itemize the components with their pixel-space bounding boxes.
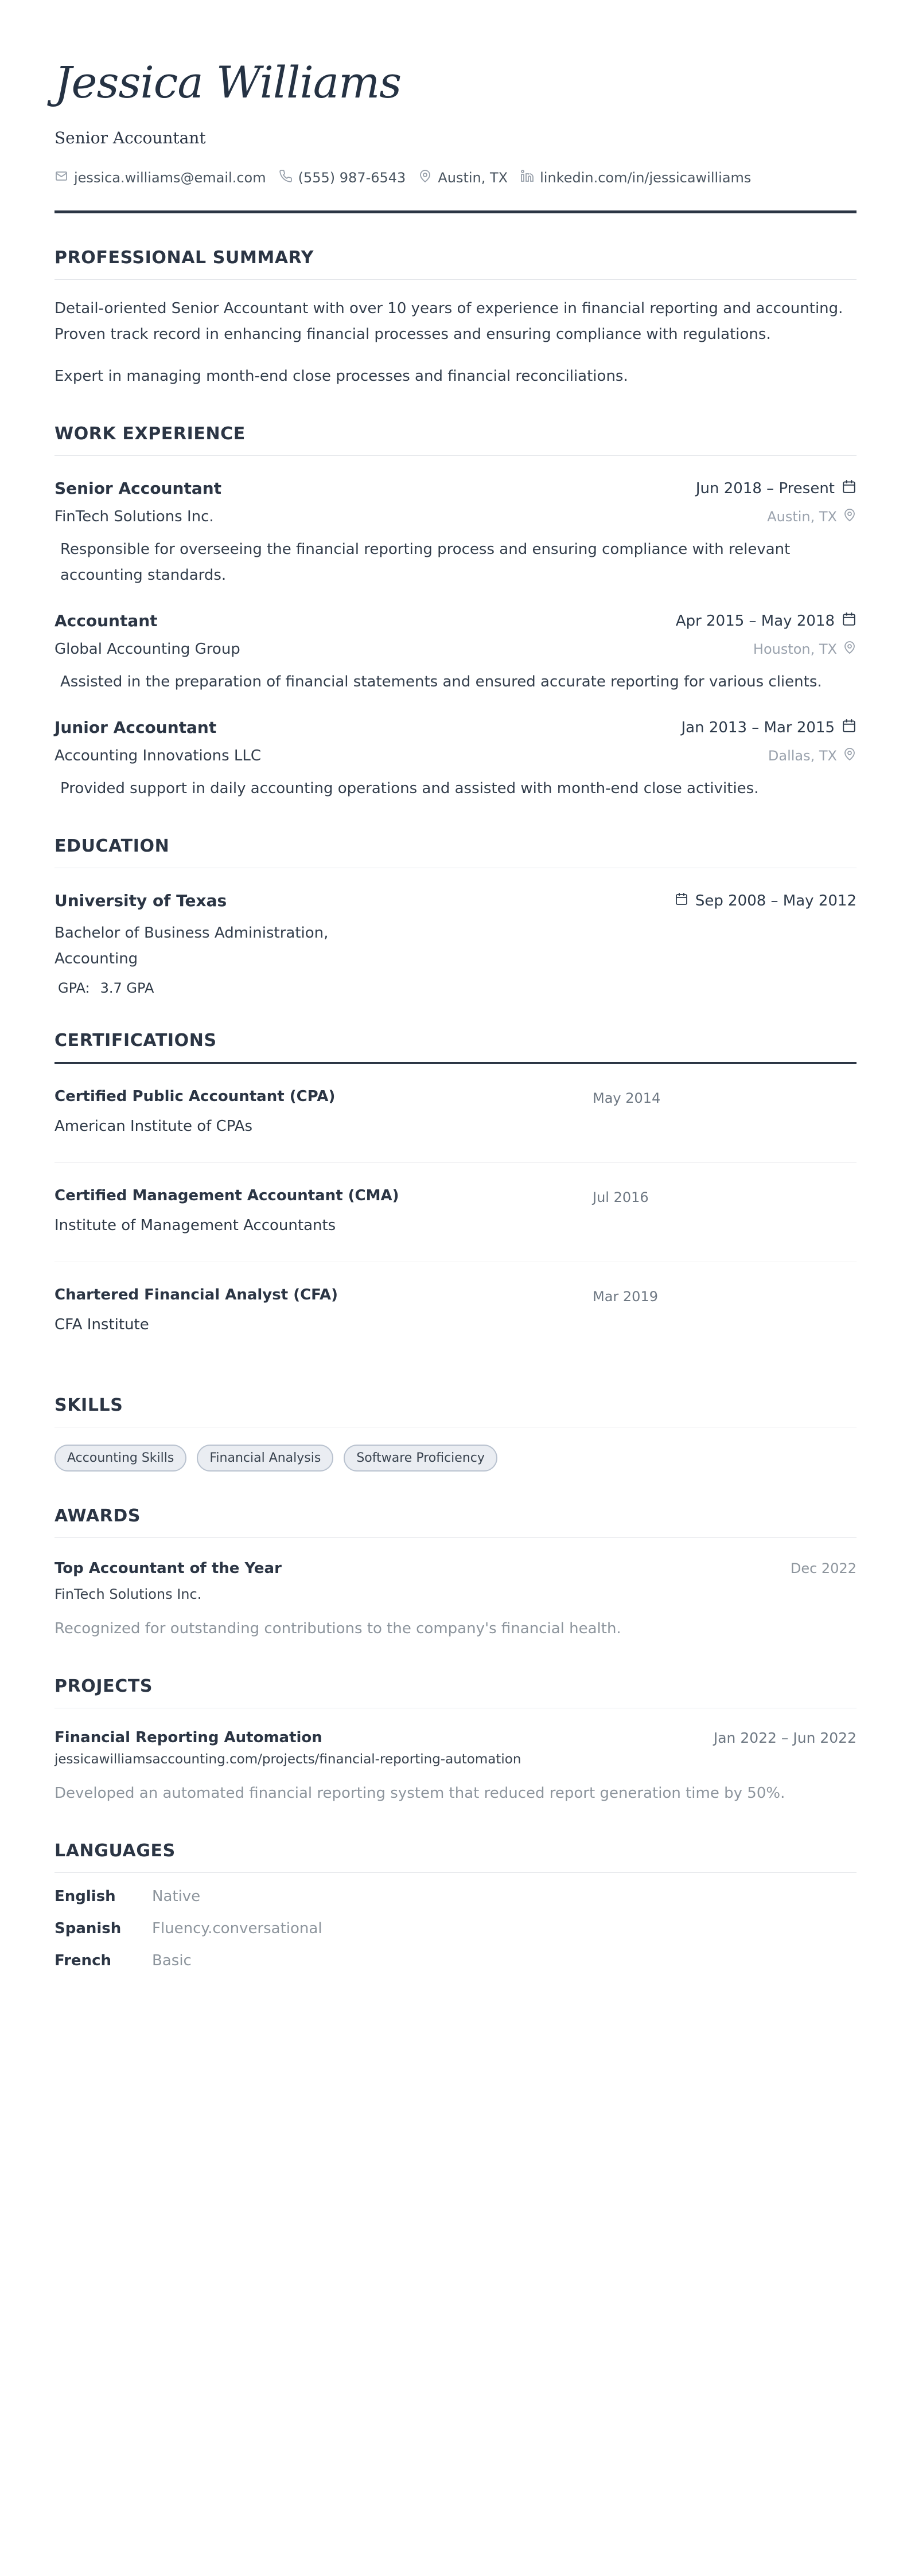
section-heading: EDUCATION [54,836,170,856]
calendar-icon [842,718,857,737]
job-location-text: Houston, TX [753,641,837,657]
job-title: Senior Accountant [54,479,222,498]
language-list [54,1888,857,1969]
job-title: Accountant [54,611,158,630]
job-dates-text: Jan 2013 – Mar 2015 [681,719,835,736]
section-professional-summary [54,248,857,389]
language-level: Native [152,1888,201,1905]
skill-tag: Software Proficiency [344,1445,497,1472]
job-entry [54,611,857,695]
person-name: Jessica Williams [54,57,402,108]
section-divider [54,455,857,456]
skill-tag: Financial Analysis [197,1445,333,1472]
envelope-icon [54,169,68,186]
contact-email-text: jessica.williams@email.com [74,170,266,186]
education-degree: Bachelor of Business Administration, Accounting [54,924,329,967]
calendar-icon [842,479,857,498]
linkedin-icon [520,169,534,186]
language-name: French [54,1952,111,1969]
certification-date: May 2014 [593,1090,661,1106]
section-heading: CERTIFICATIONS [54,1031,217,1051]
certification-date: Jul 2016 [593,1189,649,1205]
certification-date: Mar 2019 [593,1289,658,1305]
job-company: Global Accounting Group [54,641,240,658]
certification-entry [54,1064,857,1163]
education-school: University of Texas [54,891,227,910]
job-entry [54,718,857,802]
project-description: Developed an automated financial reporting system that reduced report generation time by 50%. [54,1785,785,1802]
job-dates-text: Jun 2018 – Present [695,479,835,497]
language-name: English [54,1888,116,1905]
section-heading: SKILLS [54,1395,123,1415]
certification-name: Certified Management Accountant (CMA) [54,1187,399,1204]
education-entry [54,891,857,996]
certification-org: CFA Institute [54,1316,149,1333]
summary-paragraph: Detail-oriented Senior Accountant with over 10 years of experience in financial reporting and accounting. Proven track record in enhancing financial processes and ensuring compliance with regulations. [54,300,843,343]
resume-header [54,55,857,213]
section-awards [54,1506,857,1642]
education-dates-text: Sep 2008 – May 2012 [695,892,857,910]
contact-email[interactable] [54,169,266,186]
award-entry [54,1560,857,1642]
education-gpa [54,980,857,996]
section-certifications [54,1031,857,1361]
language-row [54,1920,857,1937]
section-divider [54,1872,857,1873]
section-heading: PROJECTS [54,1676,153,1696]
job-company: FinTech Solutions Inc. [54,508,214,525]
job-description: Responsible for overseeing the financial reporting process and ensuring compliance with relevant accounting standards. [60,541,791,584]
certification-entry [54,1262,857,1361]
job-dates [696,479,857,498]
section-divider [54,1537,857,1538]
map-pin-icon [418,169,432,186]
job-location-text: Dallas, TX [768,748,837,764]
skill-tags [54,1445,857,1472]
calendar-icon [675,892,688,910]
section-heading: AWARDS [54,1506,141,1526]
map-pin-icon [843,508,857,525]
project-title: Financial Reporting Automation [54,1729,322,1746]
contact-location-text: Austin, TX [438,170,508,186]
award-org: FinTech Solutions Inc. [54,1586,202,1602]
contact-location [418,169,508,186]
job-title: Junior Accountant [54,718,217,737]
project-dates: Jan 2022 – Jun 2022 [713,1729,857,1746]
language-row [54,1952,857,1969]
job-location [767,508,857,525]
section-heading: WORK EXPERIENCE [54,424,246,444]
section-skills [54,1395,857,1472]
phone-icon [279,169,293,186]
section-projects [54,1676,857,1806]
map-pin-icon [843,747,857,764]
certification-name: Certified Public Accountant (CPA) [54,1088,336,1105]
certification-name: Chartered Financial Analyst (CFA) [54,1286,338,1303]
project-url[interactable]: jessicawilliamsaccounting.com/projects/financial-reporting-automation [54,1752,521,1767]
contact-linkedin[interactable] [520,169,751,186]
section-heading: PROFESSIONAL SUMMARY [54,248,314,268]
certification-entry [54,1163,857,1262]
award-description: Recognized for outstanding contributions to the company's financial health. [54,1620,621,1637]
language-level: Fluency.conversational [152,1920,322,1937]
calendar-icon [842,611,857,630]
contact-linkedin-text: linkedin.com/in/jessicawilliams [540,170,752,186]
language-level: Basic [152,1952,192,1969]
job-dates-text: Apr 2015 – May 2018 [675,612,835,630]
certification-org: Institute of Management Accountants [54,1217,336,1234]
job-entry [54,479,857,588]
job-location-text: Austin, TX [767,509,837,525]
award-title: Top Accountant of the Year [54,1560,282,1577]
job-description: Provided support in daily accounting operations and assisted with month-end close activities. [60,780,759,797]
skill-tag: Accounting Skills [54,1445,186,1472]
gpa-value: 3.7 GPA [100,980,154,996]
person-job-title: Senior Accountant [54,128,206,147]
award-date: Dec 2022 [790,1560,857,1576]
education-dates [675,892,857,910]
language-row [54,1888,857,1905]
job-location [753,641,857,658]
language-name: Spanish [54,1920,122,1937]
contact-phone-text: (555) 987-6543 [298,170,406,186]
header-divider [54,210,857,213]
contact-phone[interactable] [279,169,406,186]
certification-org: American Institute of CPAs [54,1118,253,1135]
section-education [54,836,857,996]
section-divider [54,279,857,280]
contact-row [54,169,857,186]
job-dates [676,611,857,630]
job-location [768,747,857,764]
job-company: Accounting Innovations LLC [54,747,262,764]
job-dates [681,718,857,737]
project-entry [54,1729,857,1806]
section-work-experience [54,424,857,802]
map-pin-icon [843,641,857,658]
summary-paragraph: Expert in managing month-end close processes and financial reconciliations. [54,368,628,385]
section-languages [54,1841,857,1969]
section-heading: LANGUAGES [54,1841,176,1861]
job-description: Assisted in the preparation of financial statements and ensured accurate reporting for various clients. [60,673,822,690]
gpa-label: GPA: [58,980,90,996]
